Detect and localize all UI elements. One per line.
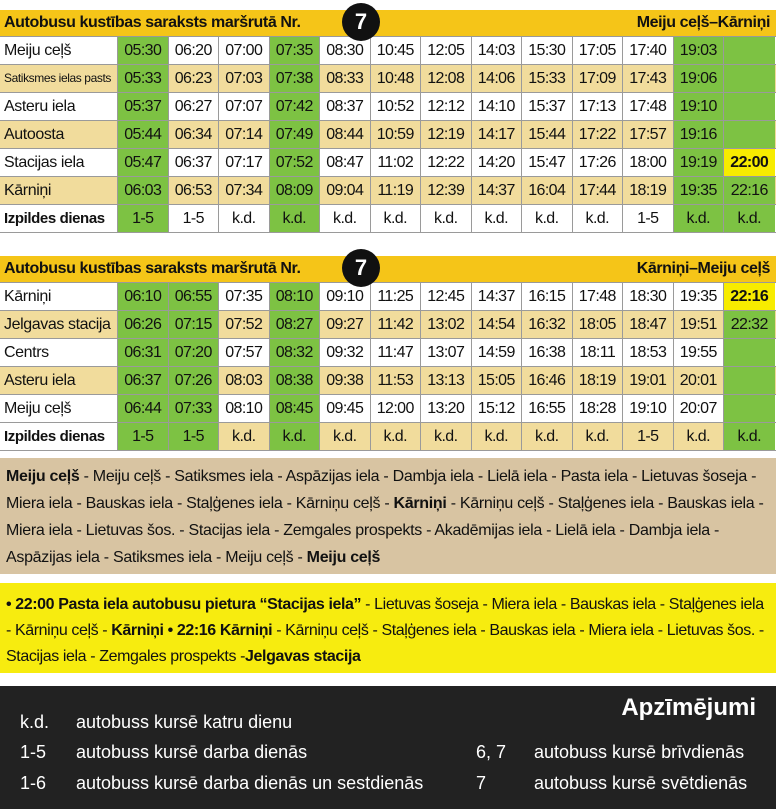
departure-time: 18:19 — [623, 177, 674, 204]
departure-time: 08:47 — [320, 149, 371, 176]
departure-time: 11:47 — [371, 339, 422, 366]
departure-time: 18:30 — [623, 283, 674, 310]
departure-time: 10:59 — [371, 121, 422, 148]
timetable-rows — [0, 283, 776, 451]
departure-time — [724, 339, 775, 366]
stop-name: Satiksmes ielas pasts — [0, 65, 118, 92]
departure-time: 07:34 — [219, 177, 270, 204]
departure-time: 08:45 — [270, 395, 321, 422]
stop-name: Autoosta — [0, 121, 118, 148]
departure-time: 17:22 — [573, 121, 624, 148]
departure-time: 07:26 — [169, 367, 220, 394]
departure-time: 09:27 — [320, 311, 371, 338]
departure-time: 08:10 — [219, 395, 270, 422]
route-end: Meiju ceļš — [306, 549, 381, 566]
departure-time: 15:30 — [522, 37, 573, 64]
departure-time: 11:42 — [371, 311, 422, 338]
departure-time: 08:44 — [320, 121, 371, 148]
departure-time: 06:26 — [118, 311, 169, 338]
departure-time: 14:54 — [472, 311, 523, 338]
operating-days-row — [0, 205, 776, 233]
operating-days: k.d. — [320, 423, 371, 450]
stop-name: Asteru iela — [0, 93, 118, 120]
departure-time: 05:37 — [118, 93, 169, 120]
departure-time: 07:52 — [270, 149, 321, 176]
stop-name: Asteru iela — [0, 367, 118, 394]
departure-time: 07:03 — [219, 65, 270, 92]
stop-name: Meiju ceļš — [0, 395, 118, 422]
departure-time: 06:10 — [118, 283, 169, 310]
timetable-row — [0, 65, 776, 93]
departure-time: 07:33 — [169, 395, 220, 422]
timetable-row — [0, 339, 776, 367]
departure-time: 06:27 — [169, 93, 220, 120]
operating-days: k.d. — [674, 205, 725, 232]
departure-time: 19:10 — [674, 93, 725, 120]
route-start: Meiju ceļš — [6, 468, 80, 485]
departure-time: 06:55 — [169, 283, 220, 310]
departure-time: 18:47 — [623, 311, 674, 338]
departure-time: 19:55 — [674, 339, 725, 366]
operating-days: 1-5 — [623, 423, 674, 450]
operating-days: k.d. — [371, 423, 422, 450]
timetable-title: Autobusu kustības saraksts maršrutā Nr. — [4, 14, 301, 31]
operating-days: 1-5 — [118, 423, 169, 450]
departure-time: 14:37 — [472, 177, 523, 204]
departure-time: 17:48 — [573, 283, 624, 310]
timetable-row — [0, 395, 776, 423]
departure-time: 05:33 — [118, 65, 169, 92]
departure-time: 07:52 — [219, 311, 270, 338]
departure-time: 12:05 — [421, 37, 472, 64]
legend-key: 6, 7 — [476, 742, 507, 762]
legend-key: 7 — [476, 773, 487, 793]
departure-time: 14:59 — [472, 339, 523, 366]
departure-time: 14:17 — [472, 121, 523, 148]
departure-time: 10:48 — [371, 65, 422, 92]
departure-time: 09:04 — [320, 177, 371, 204]
operating-days: k.d. — [522, 423, 573, 450]
departure-time: 19:03 — [674, 37, 725, 64]
legend-title: Apzīmējumi — [621, 694, 756, 721]
departure-time: 13:20 — [421, 395, 472, 422]
departure-time: 18:00 — [623, 149, 674, 176]
departure-time: 06:44 — [118, 395, 169, 422]
departure-time: 11:02 — [371, 149, 422, 176]
departure-time: 20:07 — [674, 395, 725, 422]
departure-time: 07:15 — [169, 311, 220, 338]
departure-time: 15:05 — [472, 367, 523, 394]
legend-key: 1-6 — [20, 773, 47, 793]
departure-time: 22:00 — [724, 149, 775, 176]
departure-time: 16:04 — [522, 177, 573, 204]
departure-time: 19:10 — [623, 395, 674, 422]
departure-time: 07:14 — [219, 121, 270, 148]
departure-time: 13:13 — [421, 367, 472, 394]
operating-days: k.d. — [371, 205, 422, 232]
departure-time: 08:37 — [320, 93, 371, 120]
departure-time: 08:10 — [270, 283, 321, 310]
departure-time: 15:44 — [522, 121, 573, 148]
departure-time: 19:01 — [623, 367, 674, 394]
route-part1: - Meiju ceļš - Satiksmes iela - Aspāzijas iela - Dambja iela - Lielā iela - Pasta iela - Lietuvas šoseja - Miera iela - Bauskas iela - Staļģenes iela - Kārniņu ceļš - — [6, 468, 757, 512]
timetable-row — [0, 283, 776, 311]
legend-text: autobuss kursē katru dienu — [76, 712, 293, 732]
departure-time: 10:52 — [371, 93, 422, 120]
departure-time: 16:55 — [522, 395, 573, 422]
stop-name: Stacijas iela — [0, 149, 118, 176]
departure-time: 12:08 — [421, 65, 472, 92]
departure-time: 07:42 — [270, 93, 321, 120]
departure-time: 14:20 — [472, 149, 523, 176]
operating-days: k.d. — [320, 205, 371, 232]
departure-time: 07:57 — [219, 339, 270, 366]
departure-time: 08:27 — [270, 311, 321, 338]
legend — [0, 686, 776, 809]
departure-time: 19:19 — [674, 149, 725, 176]
special-lead: • 22:00 Pasta iela autobusu pietura “Stacijas iela” — [6, 596, 362, 613]
route-number-badge: 7 — [342, 249, 380, 287]
departure-time: 17:26 — [573, 149, 624, 176]
departure-time: 08:03 — [219, 367, 270, 394]
departure-time: 06:37 — [118, 367, 169, 394]
departure-time: 18:11 — [573, 339, 624, 366]
departure-time: 06:31 — [118, 339, 169, 366]
timetable-rows — [0, 37, 776, 233]
timetable-header — [0, 256, 776, 283]
departure-time: 19:35 — [674, 177, 725, 204]
departure-time — [724, 65, 775, 92]
departure-time — [724, 93, 775, 120]
operating-days: k.d. — [573, 423, 624, 450]
special-lead2: • 22:16 Kārniņi — [163, 622, 273, 639]
departure-time: 06:20 — [169, 37, 220, 64]
timetable-title: Autobusu kustības saraksts maršrutā Nr. — [4, 260, 301, 277]
timetable-row — [0, 311, 776, 339]
operating-days: k.d. — [724, 205, 775, 232]
departure-time: 18:28 — [573, 395, 624, 422]
legend-key: 1-5 — [20, 742, 47, 762]
timetable-karnini-meiju — [0, 256, 776, 451]
operating-days: k.d. — [270, 205, 321, 232]
route-number-badge: 7 — [342, 3, 380, 41]
special-end: Jelgavas stacija — [245, 648, 361, 665]
timetable-row — [0, 149, 776, 177]
departure-time: 08:33 — [320, 65, 371, 92]
timetable-header — [0, 10, 776, 37]
operating-days-label: Izpildes dienas — [0, 205, 118, 232]
legend-text: autobuss kursē darba dienās — [76, 742, 308, 762]
timetable-meiju-karnini — [0, 10, 776, 233]
departure-time: 14:37 — [472, 283, 523, 310]
operating-days: k.d. — [472, 423, 523, 450]
departure-time: 05:47 — [118, 149, 169, 176]
departure-time: 09:32 — [320, 339, 371, 366]
route-part2: - Kārniņu ceļš - Staļģenes iela - Bauskas iela - Miera iela - Lietuvas šos. - Stacijas iela - Zemgales prospekts - Akadēmijas iela - Lielā iela - Dambja iela - Aspāzijas iela - Satiksmes iela - Meiju ceļš - — [6, 495, 764, 566]
departure-time: 09:38 — [320, 367, 371, 394]
departure-time: 07:00 — [219, 37, 270, 64]
departure-time: 06:37 — [169, 149, 220, 176]
departure-time: 16:32 — [522, 311, 573, 338]
departure-time: 08:32 — [270, 339, 321, 366]
departure-time: 17:48 — [623, 93, 674, 120]
departure-time: 15:12 — [472, 395, 523, 422]
departure-time: 17:44 — [573, 177, 624, 204]
departure-time: 18:53 — [623, 339, 674, 366]
timetable-row — [0, 121, 776, 149]
departure-time: 15:47 — [522, 149, 573, 176]
operating-days: k.d. — [219, 423, 270, 450]
departure-time: 22:16 — [724, 177, 775, 204]
departure-time: 12:39 — [421, 177, 472, 204]
departure-time: 07:17 — [219, 149, 270, 176]
operating-days: 1-5 — [169, 205, 220, 232]
special-part2: - Kārniņu ceļš - Staļģenes iela - Bauskas iela - Miera iela - Lietuvas šos. - Stacijas iela - Zemgales prospekts - — [6, 622, 764, 665]
departure-time: 19:35 — [674, 283, 725, 310]
departure-time: 22:32 — [724, 311, 775, 338]
operating-days: k.d. — [421, 423, 472, 450]
route-direction: Meiju ceļš–Kārniņi — [636, 14, 770, 31]
departure-time: 16:15 — [522, 283, 573, 310]
departure-time: 18:19 — [573, 367, 624, 394]
route-description — [0, 458, 776, 574]
operating-days: k.d. — [724, 423, 775, 450]
departure-time: 15:37 — [522, 93, 573, 120]
departure-time: 13:02 — [421, 311, 472, 338]
departure-time: 12:00 — [371, 395, 422, 422]
timetable-row — [0, 367, 776, 395]
stop-name: Jelgavas stacija — [0, 311, 118, 338]
stop-name: Kārniņi — [0, 283, 118, 310]
departure-time: 07:38 — [270, 65, 321, 92]
stop-name: Centrs — [0, 339, 118, 366]
route-middle: Kārniņi — [393, 495, 447, 512]
departure-time: 22:16 — [724, 283, 775, 310]
departure-time: 05:44 — [118, 121, 169, 148]
departure-time: 13:07 — [421, 339, 472, 366]
departure-time: 11:25 — [371, 283, 422, 310]
special-stop1: Kārniņi — [111, 622, 164, 639]
operating-days: k.d. — [674, 423, 725, 450]
timetable-row — [0, 93, 776, 121]
departure-time: 17:40 — [623, 37, 674, 64]
departure-time: 14:06 — [472, 65, 523, 92]
departure-time: 10:45 — [371, 37, 422, 64]
departure-time: 09:45 — [320, 395, 371, 422]
departure-time: 06:34 — [169, 121, 220, 148]
departure-time: 07:35 — [270, 37, 321, 64]
departure-time: 06:03 — [118, 177, 169, 204]
departure-time: 17:09 — [573, 65, 624, 92]
departure-time: 08:38 — [270, 367, 321, 394]
legend-text: autobuss kursē svētdienās — [534, 773, 748, 793]
departure-time: 08:30 — [320, 37, 371, 64]
departure-time: 12:22 — [421, 149, 472, 176]
departure-time: 05:30 — [118, 37, 169, 64]
operating-days: 1-5 — [118, 205, 169, 232]
departure-time: 16:38 — [522, 339, 573, 366]
departure-time: 17:43 — [623, 65, 674, 92]
operating-days: k.d. — [270, 423, 321, 450]
departure-time: 06:53 — [169, 177, 220, 204]
departure-time: 11:19 — [371, 177, 422, 204]
departure-time: 20:01 — [674, 367, 725, 394]
departure-time: 07:49 — [270, 121, 321, 148]
operating-days-label: Izpildes dienas — [0, 423, 118, 450]
departure-time: 11:53 — [371, 367, 422, 394]
departure-time: 17:05 — [573, 37, 624, 64]
departure-time: 18:05 — [573, 311, 624, 338]
departure-time: 07:20 — [169, 339, 220, 366]
departure-time: 19:16 — [674, 121, 725, 148]
departure-time: 19:51 — [674, 311, 725, 338]
timetable-row — [0, 177, 776, 205]
operating-days: k.d. — [522, 205, 573, 232]
operating-days: k.d. — [421, 205, 472, 232]
departure-time — [724, 395, 775, 422]
departure-time: 17:13 — [573, 93, 624, 120]
legend-key: k.d. — [20, 712, 50, 732]
legend-text: autobuss kursē brīvdienās — [534, 742, 745, 762]
special-part1: - Lietuvas šoseja - Miera iela - Bauskas iela - Staļģenes iela - Kārniņu ceļš - — [6, 596, 764, 639]
departure-time: 06:23 — [169, 65, 220, 92]
departure-time: 07:07 — [219, 93, 270, 120]
departure-time — [724, 367, 775, 394]
special-trip-note — [0, 583, 776, 673]
operating-days: k.d. — [573, 205, 624, 232]
operating-days: 1-5 — [169, 423, 220, 450]
departure-time: 17:57 — [623, 121, 674, 148]
timetable-row — [0, 37, 776, 65]
departure-time — [724, 37, 775, 64]
departure-time: 12:45 — [421, 283, 472, 310]
departure-time: 19:06 — [674, 65, 725, 92]
departure-time: 08:09 — [270, 177, 321, 204]
operating-days: 1-5 — [623, 205, 674, 232]
departure-time: 15:33 — [522, 65, 573, 92]
stop-name: Meiju ceļš — [0, 37, 118, 64]
legend-text: autobuss kursē darba dienās un sestdienās — [76, 773, 424, 793]
departure-time: 12:12 — [421, 93, 472, 120]
departure-time: 07:35 — [219, 283, 270, 310]
departure-time: 14:03 — [472, 37, 523, 64]
stop-name: Kārniņi — [0, 177, 118, 204]
operating-days: k.d. — [219, 205, 270, 232]
departure-time: 09:10 — [320, 283, 371, 310]
route-direction: Kārniņi–Meiju ceļš — [636, 260, 770, 277]
operating-days-row — [0, 423, 776, 451]
departure-time: 12:19 — [421, 121, 472, 148]
departure-time — [724, 121, 775, 148]
operating-days: k.d. — [472, 205, 523, 232]
departure-time: 14:10 — [472, 93, 523, 120]
departure-time: 16:46 — [522, 367, 573, 394]
